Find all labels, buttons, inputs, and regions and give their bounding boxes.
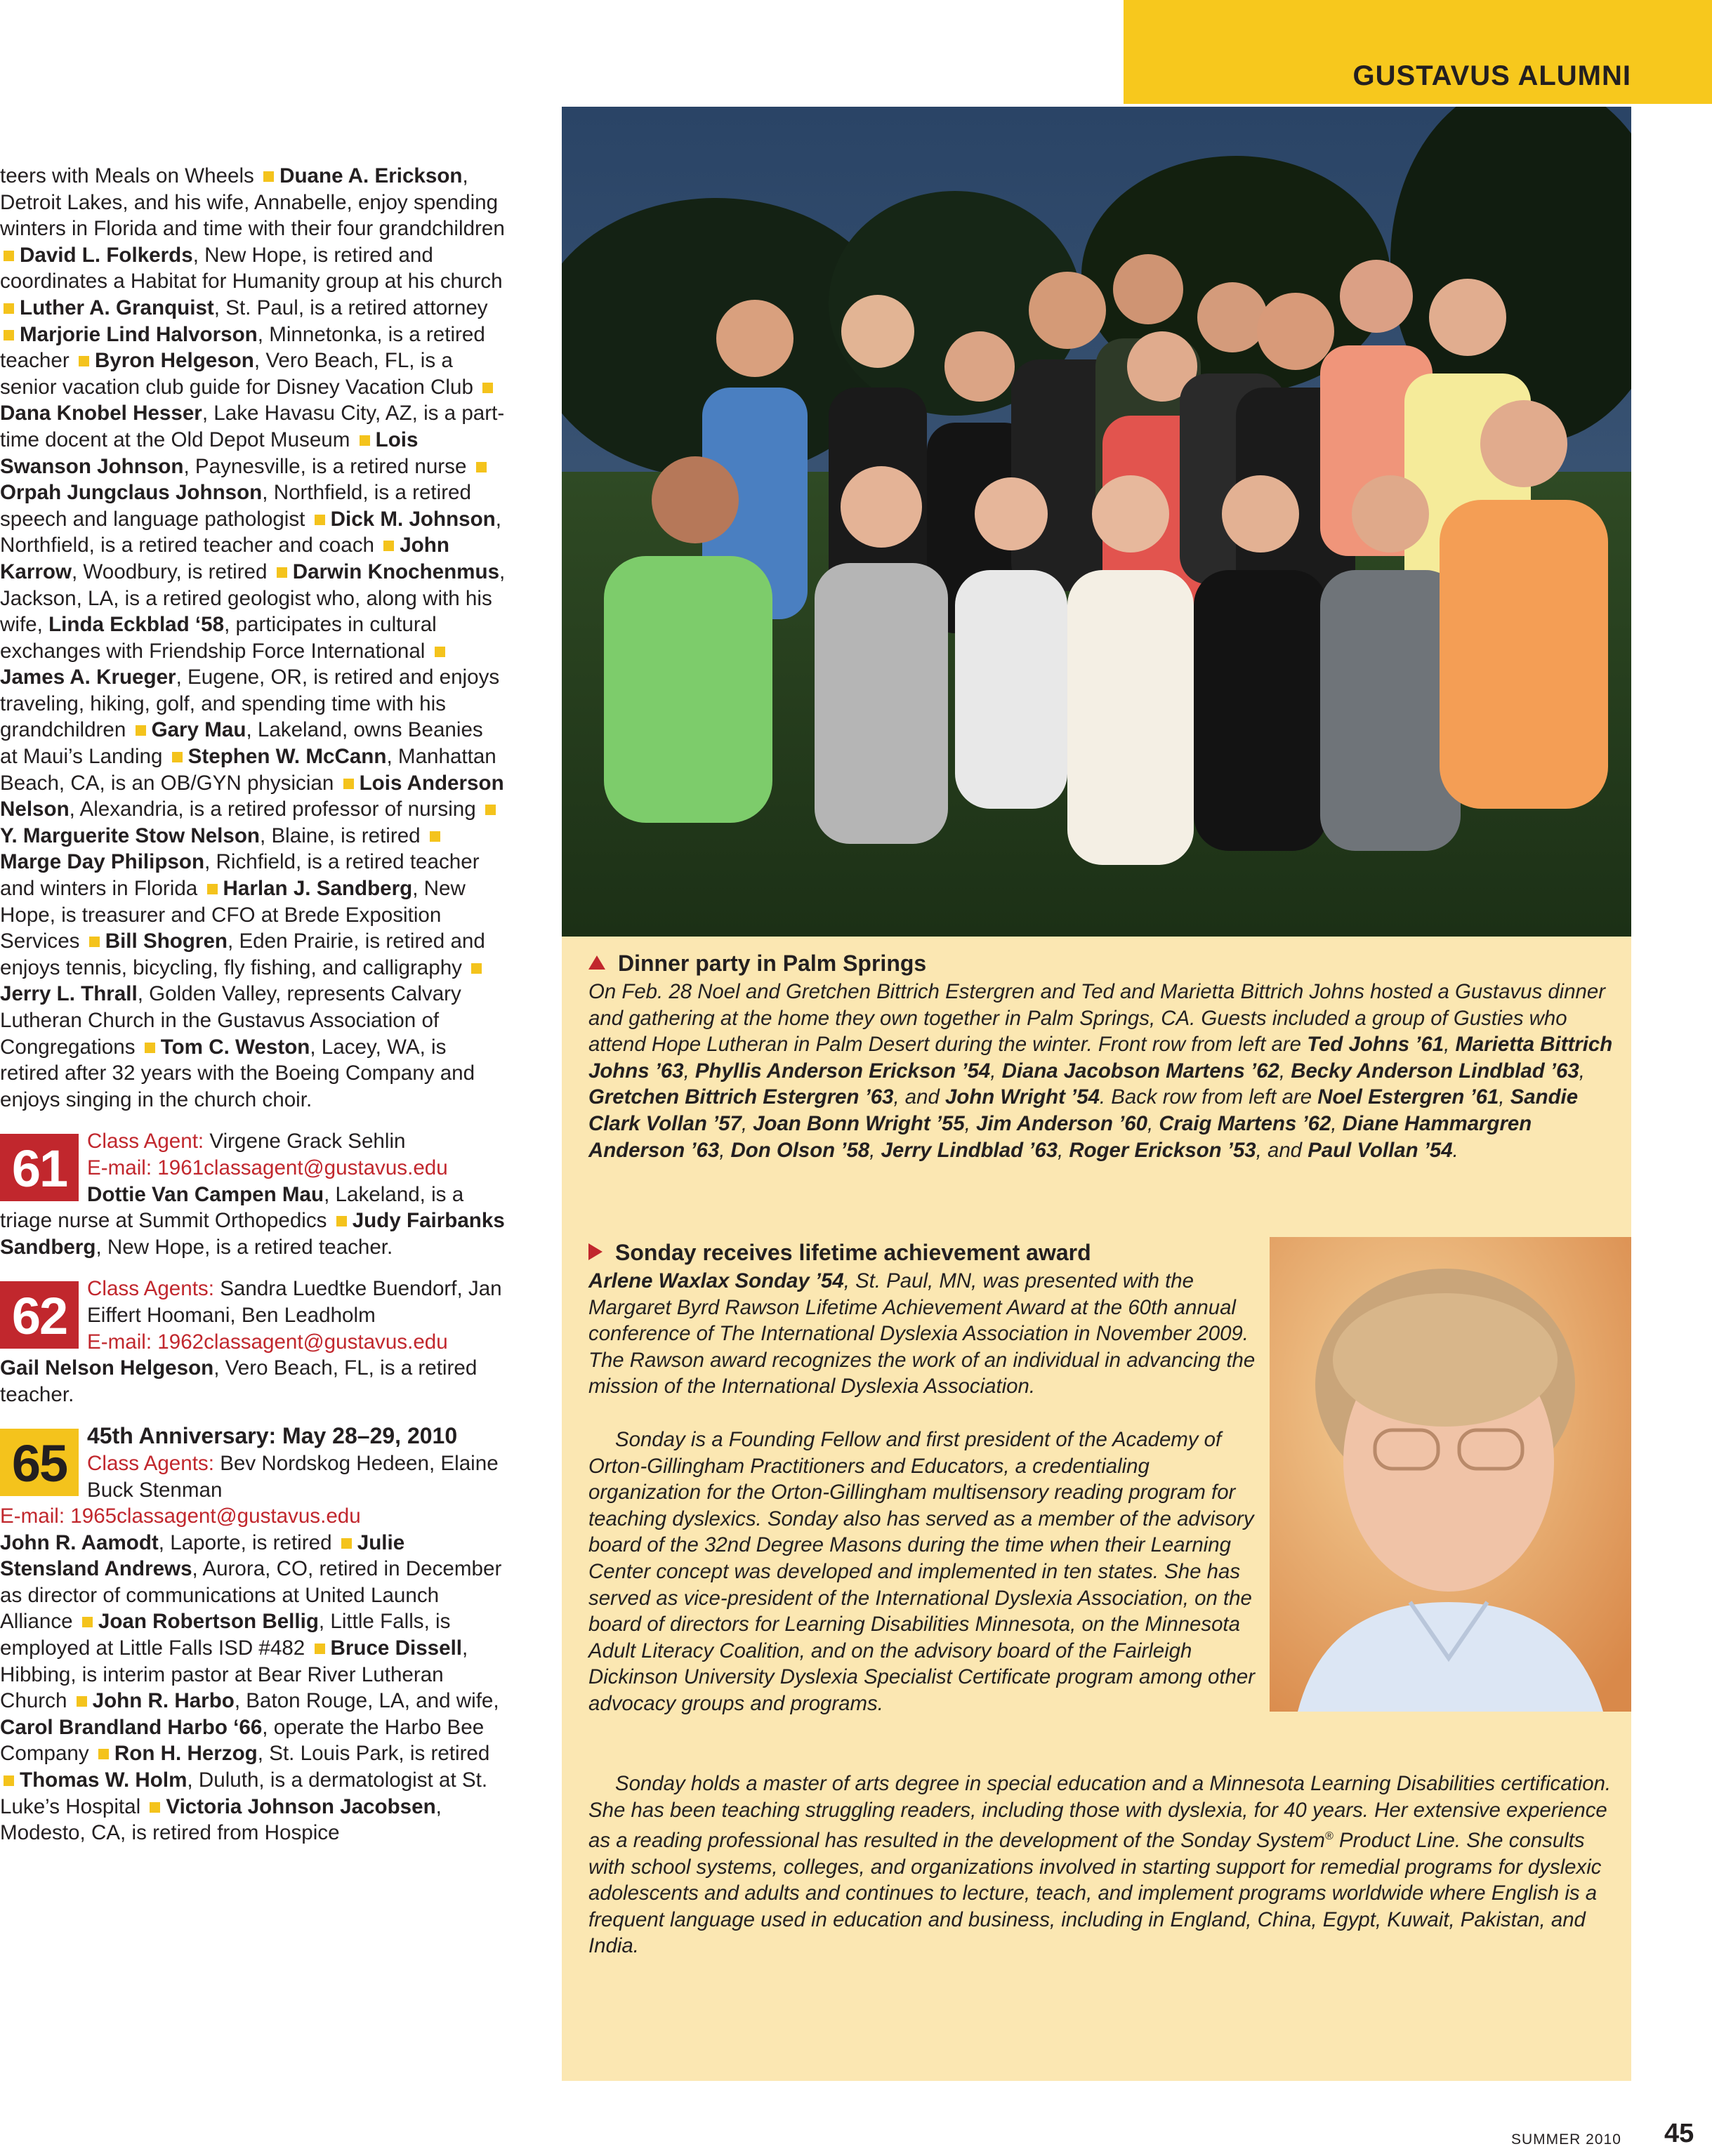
separator-square-icon xyxy=(336,1216,347,1226)
separator-square-icon xyxy=(315,1644,325,1654)
person-name: Lois Anderson Nelson xyxy=(0,771,504,821)
class-62-email-link[interactable]: E-mail: 1962classagent@gustavus.edu xyxy=(87,1330,448,1354)
group-photo-palm-springs xyxy=(562,107,1631,937)
portrait-image xyxy=(1270,1237,1631,1712)
separator-square-icon xyxy=(383,541,394,551)
person-name: John Wright ’54 xyxy=(945,1085,1100,1109)
class-62-notes: Gail Nelson Helgeson, Vero Beach, FL, is a retired teacher. xyxy=(0,1356,478,1406)
separator-square-icon xyxy=(4,303,14,314)
triangle-right-icon xyxy=(588,1243,603,1260)
person-name: Carol Brandland Harbo ‘66 xyxy=(0,1715,263,1739)
person-name: Harlan J. Sandberg xyxy=(223,877,413,901)
page-number: 45 xyxy=(1664,2119,1694,2148)
separator-square-icon xyxy=(471,963,482,974)
person-name: Gary Mau xyxy=(151,718,246,742)
person-name: Dana Knobel Hesser xyxy=(0,402,202,425)
class-65-notes: John R. Aamodt, Laporte, is retired Julie Stensland Andrews, Aurora, CO, retired in December as director of communications at United Launch Alliance Joan Robertson Bellig, Little Falls, is employed at Little Falls ISD #482 Bruce Dissell, Hibbing, is interim pastor at Bear River Lutheran Church John R. Harbo, Baton Rouge, LA, and wife, Carol Brandland Harbo ‘66, operate the Harbo Bee Company Ron H. Herzog, St. Louis Park, is retired Thomas W. Holm, Duluth, is a dermatologist at St. Luke’s Hospital Victoria Johnson Jacobsen, Modesto, CA, is retired from Hospice xyxy=(0,1530,502,1845)
registered-mark: ® xyxy=(1324,1830,1334,1843)
separator-square-icon xyxy=(4,330,14,340)
person-name: Tom C. Weston xyxy=(160,1035,310,1059)
class-62-section xyxy=(0,1276,506,1408)
separator-square-icon xyxy=(172,752,183,762)
person-name: Jerry L. Thrall xyxy=(0,982,138,1006)
separator-square-icon xyxy=(4,1775,14,1786)
person-name: Roger Erickson ’53 xyxy=(1069,1138,1256,1162)
class-agent-label: Class Agents: xyxy=(87,1451,214,1475)
class-agent-names: Sandra Luedtke Buendorf, Jan Eiffert Hoomani, Ben Leadholm xyxy=(87,1277,502,1327)
person-name: David L. Folkerds xyxy=(20,243,193,267)
person-name: Ron H. Herzog xyxy=(114,1742,258,1766)
person-name: Thomas W. Holm xyxy=(20,1768,187,1792)
person-name: Joan Robertson Bellig xyxy=(98,1610,319,1634)
class-65-section xyxy=(0,1423,506,1846)
separator-square-icon xyxy=(79,356,89,366)
class-61-section xyxy=(0,1128,506,1260)
class-65-badge: 65 xyxy=(0,1429,79,1496)
person-name: Joan Bonn Wright ’55 xyxy=(753,1111,965,1135)
person-name: Marjorie Lind Halvorson xyxy=(20,322,258,346)
dinner-caption-title: Dinner party in Palm Springs xyxy=(588,951,926,977)
class-agent-names: Bev Nordskog Hedeen, Elaine Buck Stenman xyxy=(87,1451,499,1502)
person-name: Paul Vollan ’54 xyxy=(1308,1138,1453,1162)
class-65-email-link[interactable]: E-mail: 1965classagent@gustavus.edu xyxy=(0,1504,361,1528)
person-name: Sandie Clark Vollan ’57 xyxy=(588,1085,1579,1135)
sonday-article-body-3: Sonday holds a master of arts degree in special education and a Minnesota Learning Disabilities certification. She has been teaching struggling readers, including those with dyslexia, for 40 years. Her extensive experience as a reading professional has resulted in the development of the Sonday System® Product Line. She consults with school systems, colleges, and organizations involved in starting support for remedial programs for dyslexic adolescents and adults and continues to lecture, teach, and implement programs worldwide where English is a frequent language used in education and business, including in England, China, Egypt, Kuwait, Pakistan, and India. xyxy=(588,1772,1612,1958)
person-name: Y. Marguerite Stow Nelson xyxy=(0,824,260,847)
separator-square-icon xyxy=(207,884,218,894)
person-name: Dick M. Johnson xyxy=(330,507,496,531)
person-name: Linda Eckblad ‘58 xyxy=(48,613,225,637)
person-name: Bruce Dissell xyxy=(330,1636,463,1660)
separator-square-icon xyxy=(89,937,100,947)
separator-square-icon xyxy=(82,1617,93,1627)
person-name: James A. Krueger xyxy=(0,666,176,689)
person-name: Byron Helgeson xyxy=(94,349,254,373)
person-name: Judy Fairbanks Sandberg xyxy=(0,1209,505,1259)
separator-square-icon xyxy=(4,251,14,261)
sonday-article-title: Sonday receives lifetime achievement award xyxy=(588,1240,1091,1266)
person-name: John Karrow xyxy=(0,534,449,583)
separator-square-icon xyxy=(435,647,445,657)
person-name: Diane Hammargren Anderson ’63 xyxy=(588,1111,1532,1162)
separator-square-icon xyxy=(482,383,493,393)
separator-square-icon xyxy=(343,779,354,789)
person-name: Jim Anderson ’60 xyxy=(976,1111,1147,1135)
person-name: Luther A. Granquist xyxy=(20,296,214,319)
separator-square-icon xyxy=(77,1696,87,1707)
person-name: Gretchen Bittrich Estergren ’63 xyxy=(588,1085,894,1109)
class-61-badge: 61 xyxy=(0,1134,79,1201)
person-name: Gail Nelson Helgeson xyxy=(0,1356,214,1380)
person-name: Marge Day Philipson xyxy=(0,850,205,874)
anniversary-heading: 45th Anniversary: May 28–29, 2010 xyxy=(87,1423,458,1449)
issue-date: SUMMER 2010 xyxy=(1511,2131,1621,2148)
person-name: Don Olson ’58 xyxy=(730,1138,870,1162)
separator-square-icon xyxy=(476,462,487,472)
person-name: John R. Aamodt xyxy=(0,1530,159,1554)
person-name: Noel Estergren ’61 xyxy=(1317,1085,1499,1109)
separator-square-icon xyxy=(150,1802,160,1813)
class-agent-label: Class Agent: xyxy=(87,1130,204,1153)
person-name: Orpah Jungclaus Johnson xyxy=(0,481,263,505)
group-photo-image xyxy=(562,107,1631,937)
separator-square-icon xyxy=(277,567,287,578)
separator-square-icon xyxy=(136,725,146,736)
sonday-article-body: Arlene Waxlax Sonday ’54, St. Paul, MN, was presented with the Margaret Byrd Rawson Lifetime Achievement Award at the 60th annual conference of The International Dyslexia Association in November 2009. The Rawson award recognizes the work of an individual in advancing the mission of the International Dyslexia Association. xyxy=(588,1269,1256,1398)
separator-square-icon xyxy=(145,1043,155,1053)
separator-square-icon xyxy=(98,1749,109,1759)
section-header-tab xyxy=(1124,0,1712,104)
person-name: Craig Martens ’62 xyxy=(1159,1111,1331,1135)
separator-square-icon xyxy=(263,171,274,182)
person-name: Phyllis Anderson Erickson ’54 xyxy=(694,1059,991,1083)
section-title: GUSTAVUS ALUMNI xyxy=(1352,60,1631,91)
class-62-badge: 62 xyxy=(0,1281,79,1349)
person-name: Lois Swanson Johnson xyxy=(0,428,419,478)
class-agent-names: Virgene Grack Sehlin xyxy=(209,1130,406,1153)
person-name: Bill Shogren xyxy=(105,930,228,953)
dinner-caption-body: On Feb. 28 Noel and Gretchen Bittrich Estergren and Ted and Marietta Bittrich Johns hosted a Gustavus dinner and gathering at the home they own together in Palm Springs, CA. Guests included a group of Gusties who attend Hope Lutheran in Palm Desert during the winter. Front row from left are Ted Johns ’61, Marietta Bittrich Johns ’63, Phyllis Anderson Erickson ’54, Diana Jacobson Martens ’62, Becky Anderson Lindblad ’63, Gretchen Bittrich Estergren ’63, and John Wright ’54. Back row from left are Noel Estergren ’61, Sandie Clark Vollan ’57, Joan Bonn Wright ’55, Jim Anderson ’60, Craig Martens ’62, Diane Hammargren Anderson ’63, Don Olson ’58, Jerry Lindblad ’63, Roger Erickson ’53, and Paul Vollan ’54. xyxy=(588,980,1613,1162)
person-name: Marietta Bittrich Johns ’63 xyxy=(588,1033,1613,1083)
person-name: Duane A. Erickson xyxy=(279,164,463,187)
class-61-notes: Dottie Van Campen Mau, Lakeland, is a triage nurse at Summit Orthopedics Judy Fairbanks Sandberg, New Hope, is a retired teacher. xyxy=(0,1182,505,1259)
separator-square-icon xyxy=(430,831,440,842)
sonday-portrait-photo xyxy=(1270,1237,1631,1712)
person-name: Julie Stensland Andrews xyxy=(0,1530,405,1581)
separator-square-icon xyxy=(485,805,496,815)
person-name: Arlene Waxlax Sonday ’54 xyxy=(588,1269,844,1292)
class-61-email-link[interactable]: E-mail: 1961classagent@gustavus.edu xyxy=(87,1156,448,1179)
triangle-up-icon xyxy=(588,955,605,970)
person-name: John R. Harbo xyxy=(92,1689,235,1713)
separator-square-icon xyxy=(341,1538,352,1549)
class-agent-label: Class Agents: xyxy=(87,1277,214,1301)
person-name: Victoria Johnson Jacobsen xyxy=(166,1794,436,1818)
person-name: Dottie Van Campen Mau xyxy=(87,1182,324,1206)
separator-square-icon xyxy=(360,435,370,446)
class-notes-intro: teers with Meals on Wheels Duane A. Erickson, Detroit Lakes, and his wife, Annabelle, enjoy spending winters in Florida and time with their four grandchildren David L. Folkerds, New Hope, is retired and coordinates a Habitat for Humanity group at his church Luther A. Granquist, St. Paul, is a retired attorney Marjorie Lind Halvorson, Minnetonka, is a retired teacher Byron Helgeson, Vero Beach, FL, is a senior vacation club guide for Disney Vacation Club Dana Knobel Hesser, Lake Havasu City, AZ, is a part-time docent at the Old Depot Museum Lois Swanson Johnson, Paynesville, is a retired nurse Orpah Jungclaus Johnson, Northfield, is a retired speech and language pathologist Dick M. Johnson, Northfield, is a retired teacher and coach John Karrow, Woodbury, is retired Darwin Knochenmus, Jackson, LA, is a retired geologist who, along with his wife, Linda Eckblad ‘58, participates in cultural exchanges with Friendship Force International James A. Krueger, Eugene, OR, is retired and enjoys traveling, hiking, golf, and spending time with his grandchildren Gary Mau, Lakeland, owns Beanies at Maui’s Landing Stephen W. McCann, Manhattan Beach, CA, is an OB/GYN physician Lois Anderson Nelson, Alexandria, is a retired professor of nursing Y. Marguerite Stow Nelson, Blaine, is retired Marge Day Philipson, Richfield, is a retired teacher and winters in Florida Harlan J. Sandberg, New Hope, is treasurer and CFO at Brede Exposition Services Bill Shogren, Eden Prairie, is retired and enjoys tennis, bicycling, fly fishing, and calligraphy Jerry L. Thrall, Golden Valley, represents Calvary Lutheran Church in the Gustavus Association of Congregations Tom C. Weston, Lacey, WA, is retired after 32 years with the Boeing Company and enjoys singing in the church choir. xyxy=(0,164,506,1111)
separator-square-icon xyxy=(315,515,325,525)
person-name: Diana Jacobson Martens ’62 xyxy=(1001,1059,1279,1083)
person-name: Jerry Lindblad ’63 xyxy=(881,1138,1058,1162)
person-name: Ted Johns ’61 xyxy=(1307,1033,1444,1057)
person-name: Stephen W. McCann xyxy=(187,745,387,769)
sonday-article-body-2: Sonday is a Founding Fellow and first president of the Academy of Orton-Gillingham Practitioners and Educators, a credentialing organization for the Orton-Gillingham multisensory reading program for teaching dyslexics. Sonday also has served as a member of the advisory board of the 32nd Degree Masons during the time when their Learning Center concept was developed and implemented in ten states. She has served as vice-president of the International Dyslexia Association, on the board of directors for Learning Disabilities Minnesota, on the Minnesota Adult Literacy Coalition, and on the advisory board of the Fairleigh Dickinson University Dyslexia Specialist Certificate program among other advocacy groups and programs. xyxy=(588,1428,1256,1715)
class-notes-column xyxy=(0,163,506,1846)
person-name: Darwin Knochenmus xyxy=(292,560,500,583)
person-name: Becky Anderson Lindblad ’63 xyxy=(1291,1059,1579,1083)
